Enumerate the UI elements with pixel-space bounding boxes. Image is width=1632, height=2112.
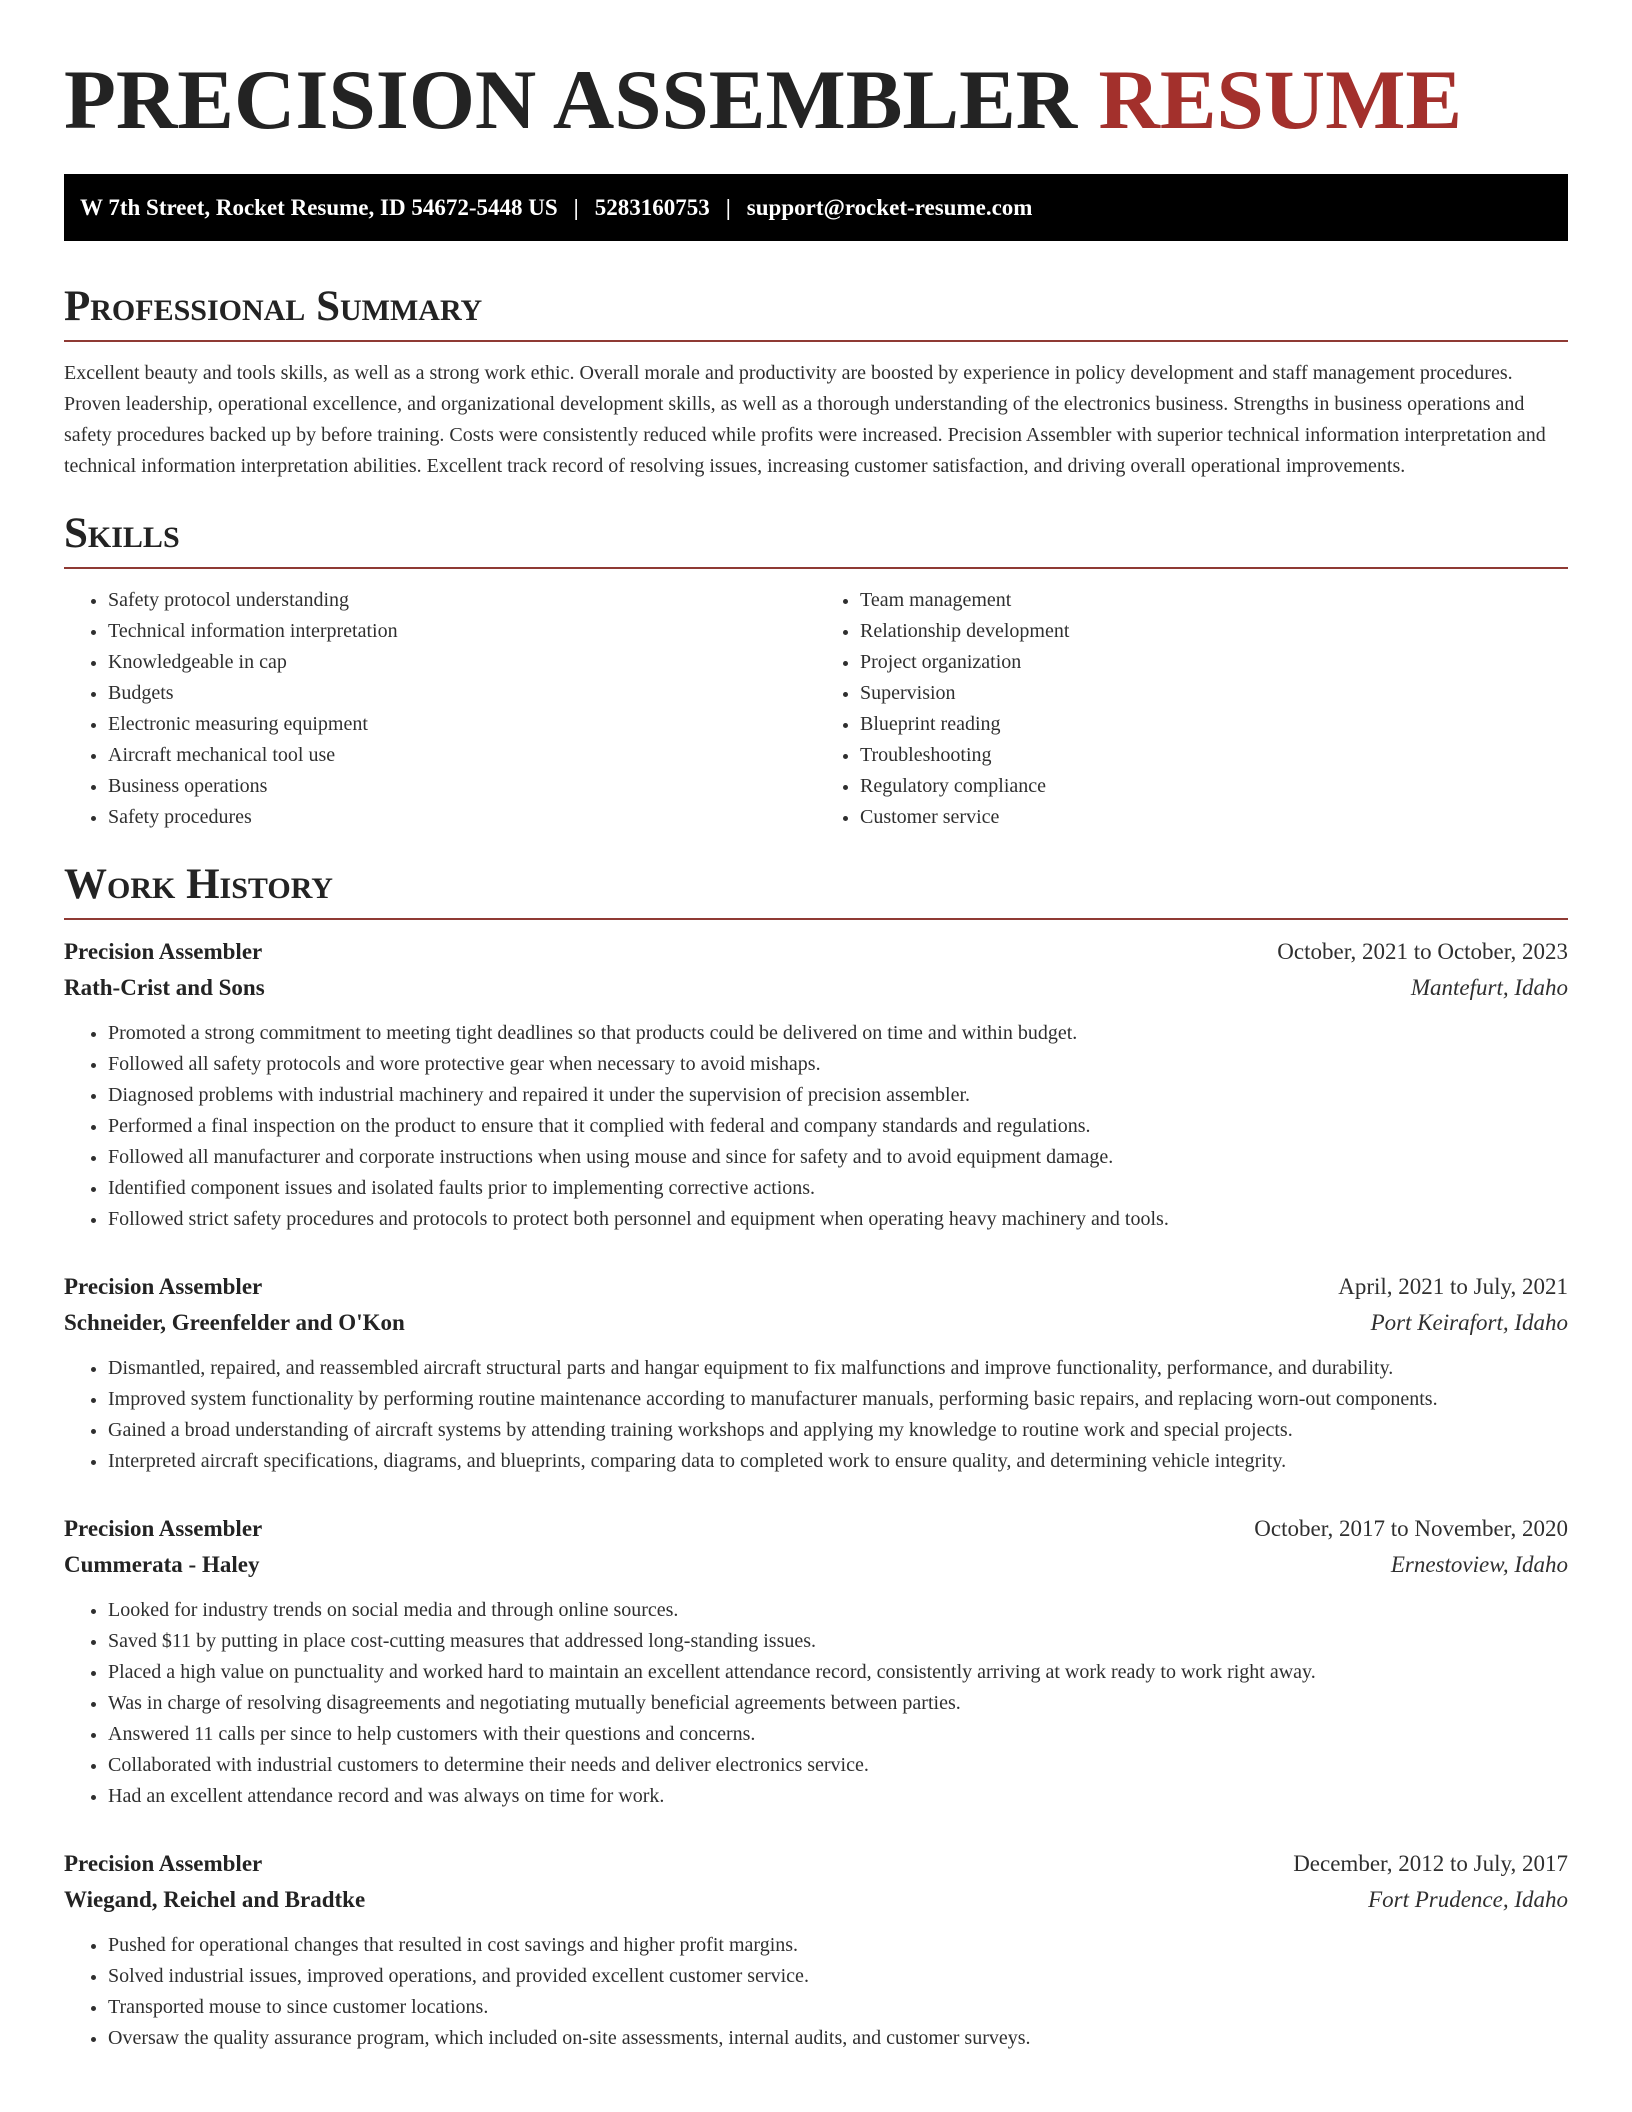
contact-separator: | [573, 194, 579, 220]
skills-heading: Skills [64, 510, 180, 557]
job-duties-list [64, 1595, 1568, 1812]
contact-separator: | [725, 194, 731, 220]
job-duty-item: • Promoted a strong commitment to meeting tight deadlines so that products could be delivered on time and within budget. [108, 1018, 1568, 1049]
summary-section [64, 281, 1568, 482]
skills-columns [64, 585, 1568, 833]
skill-item: • Safety procedures [108, 802, 816, 833]
job-duty-item: • Interpreted aircraft specifications, diagrams, and blueprints, comparing data to completed work to ensure quality, and determining vehicle integrity. [108, 1446, 1568, 1477]
work-history-heading: Work History [64, 861, 333, 908]
section-divider [64, 340, 1568, 342]
job-duties-list [64, 1018, 1568, 1235]
job-duty-item: • Solved industrial issues, improved operations, and provided excellent customer service. [108, 1961, 1568, 1992]
job-company-row [64, 1547, 1568, 1583]
job-dates: December, 2012 to July, 2017 [1293, 1851, 1568, 1876]
job-duty-item: • Collaborated with industrial customers to determine their needs and deliver electronics service. [108, 1750, 1568, 1781]
contact-bar [64, 174, 1568, 241]
skills-list-left [64, 585, 816, 833]
job-company: Wiegand, Reichel and Bradtke [64, 1887, 366, 1912]
skill-item: • Project organization [860, 647, 1568, 678]
job-duty-item: • Had an excellent attendance record and was always on time for work. [108, 1781, 1568, 1812]
skill-item: • Electronic measuring equipment [108, 709, 816, 740]
job-duty-item: • Answered 11 calls per since to help customers with their questions and concerns. [108, 1719, 1568, 1750]
skill-item: • Blueprint reading [860, 709, 1568, 740]
job-duty-item: • Identified component issues and isolated faults prior to implementing corrective actions. [108, 1173, 1568, 1204]
job-company: Rath-Crist and Sons [64, 975, 265, 1000]
job-header-row [64, 1269, 1568, 1305]
job-duties-list [64, 1930, 1568, 2054]
summary-text: Excellent beauty and tools skills, as well as a strong work ethic. Overall morale and productivity are boosted by experience in policy development and staff management procedures. Proven leadership, operational excellence, and organizational development skills, as well as a thorough understanding of the electronics business. Strengths in business operations and safety procedures backed up by before training. Costs were consistently reduced while profits were increased. Precision Assembler with superior technical information interpretation and technical information interpretation abilities. Excellent track record of resolving issues, increasing customer satisfaction, and driving overall operational improvements. [64, 362, 1546, 477]
job-entry [64, 1511, 1568, 1812]
skill-item: • Supervision [860, 678, 1568, 709]
job-company-row [64, 1305, 1568, 1341]
job-duty-item: • Followed strict safety procedures and protocols to protect both personnel and equipment when operating heavy machinery and tools. [108, 1204, 1568, 1235]
skill-item: • Troubleshooting [860, 740, 1568, 771]
summary-heading: Professional Summary [64, 283, 483, 330]
job-title: Precision Assembler [64, 1274, 263, 1299]
contact-address: W 7th Street, Rocket Resume, ID 54672-5448 US [80, 194, 558, 220]
work-history-section [64, 859, 1568, 2054]
job-title: Precision Assembler [64, 1516, 263, 1541]
job-duty-item: • Looked for industry trends on social media and through online sources. [108, 1595, 1568, 1626]
jobs-list [64, 934, 1568, 2054]
skill-item: • Knowledgeable in cap [108, 647, 816, 678]
job-company: Cummerata - Haley [64, 1552, 260, 1577]
job-duty-item: • Followed all manufacturer and corporate instructions when using mouse and since for safety and to avoid equipment damage. [108, 1142, 1568, 1173]
job-duty-item: • Performed a final inspection on the product to ensure that it complied with federal and company standards and regulations. [108, 1111, 1568, 1142]
job-duty-item: • Was in charge of resolving disagreements and negotiating mutually beneficial agreements between parties. [108, 1688, 1568, 1719]
job-location: Port Keirafort, Idaho [1370, 1310, 1568, 1335]
job-duty-item: • Saved $11 by putting in place cost-cutting measures that addressed long-standing issues. [108, 1626, 1568, 1657]
job-duty-item: • Diagnosed problems with industrial machinery and repaired it under the supervision of precision assembler. [108, 1080, 1568, 1111]
skill-item: • Budgets [108, 678, 816, 709]
section-divider [64, 918, 1568, 920]
resume-title [64, 0, 1568, 146]
skill-item: • Relationship development [860, 616, 1568, 647]
skill-item: • Team management [860, 585, 1568, 616]
job-duty-item: • Placed a high value on punctuality and worked hard to maintain an excellent attendance record, consistently arriving at work ready to work right away. [108, 1657, 1568, 1688]
job-header-row [64, 1511, 1568, 1547]
job-duty-item: • Followed all safety protocols and wore protective gear when necessary to avoid mishaps. [108, 1049, 1568, 1080]
job-dates: October, 2017 to November, 2020 [1254, 1516, 1568, 1541]
job-duty-item: • Improved system functionality by performing routine maintenance according to manufacturer manuals, performing basic repairs, and replacing worn-out components. [108, 1384, 1568, 1415]
job-duty-item: • Dismantled, repaired, and reassembled aircraft structural parts and hangar equipment to fix malfunctions and improve functionality, performance, and durability. [108, 1353, 1568, 1384]
job-duty-item: • Pushed for operational changes that resulted in cost savings and higher profit margins. [108, 1930, 1568, 1961]
job-company-row [64, 970, 1568, 1006]
skill-item: • Regulatory compliance [860, 771, 1568, 802]
job-header-row [64, 1846, 1568, 1882]
job-duty-item: • Transported mouse to since customer locations. [108, 1992, 1568, 2023]
job-entry [64, 934, 1568, 1235]
job-entry [64, 1269, 1568, 1477]
skill-item: • Business operations [108, 771, 816, 802]
skill-item: • Safety protocol understanding [108, 585, 816, 616]
section-divider [64, 567, 1568, 569]
job-dates: October, 2021 to October, 2023 [1277, 939, 1568, 964]
job-duty-item: • Gained a broad understanding of aircraft systems by attending training workshops and applying my knowledge to routine work and special projects. [108, 1415, 1568, 1446]
job-entry [64, 1846, 1568, 2054]
job-location: Ernestoview, Idaho [1390, 1552, 1568, 1577]
title-main: PRECISION ASSEMBLER [64, 53, 1078, 147]
job-location: Mantefurt, Idaho [1410, 975, 1568, 1000]
skills-list-right [816, 585, 1568, 833]
job-title: Precision Assembler [64, 1851, 263, 1876]
job-dates: April, 2021 to July, 2021 [1338, 1274, 1568, 1299]
job-duty-item: • Oversaw the quality assurance program, which included on-site assessments, internal audits, and customer surveys. [108, 2023, 1568, 2054]
skill-item: • Aircraft mechanical tool use [108, 740, 816, 771]
job-company: Schneider, Greenfelder and O'Kon [64, 1310, 405, 1335]
skill-item: • Technical information interpretation [108, 616, 816, 647]
contact-email[interactable]: support@rocket-resume.com [746, 194, 1033, 220]
job-duties-list [64, 1353, 1568, 1477]
job-company-row [64, 1882, 1568, 1918]
skills-section [64, 508, 1568, 833]
title-accent: RESUME [1098, 53, 1463, 147]
contact-phone: 5283160753 [594, 194, 710, 220]
job-title: Precision Assembler [64, 939, 263, 964]
job-location: Fort Prudence, Idaho [1368, 1887, 1568, 1912]
job-header-row [64, 934, 1568, 970]
skill-item: • Customer service [860, 802, 1568, 833]
